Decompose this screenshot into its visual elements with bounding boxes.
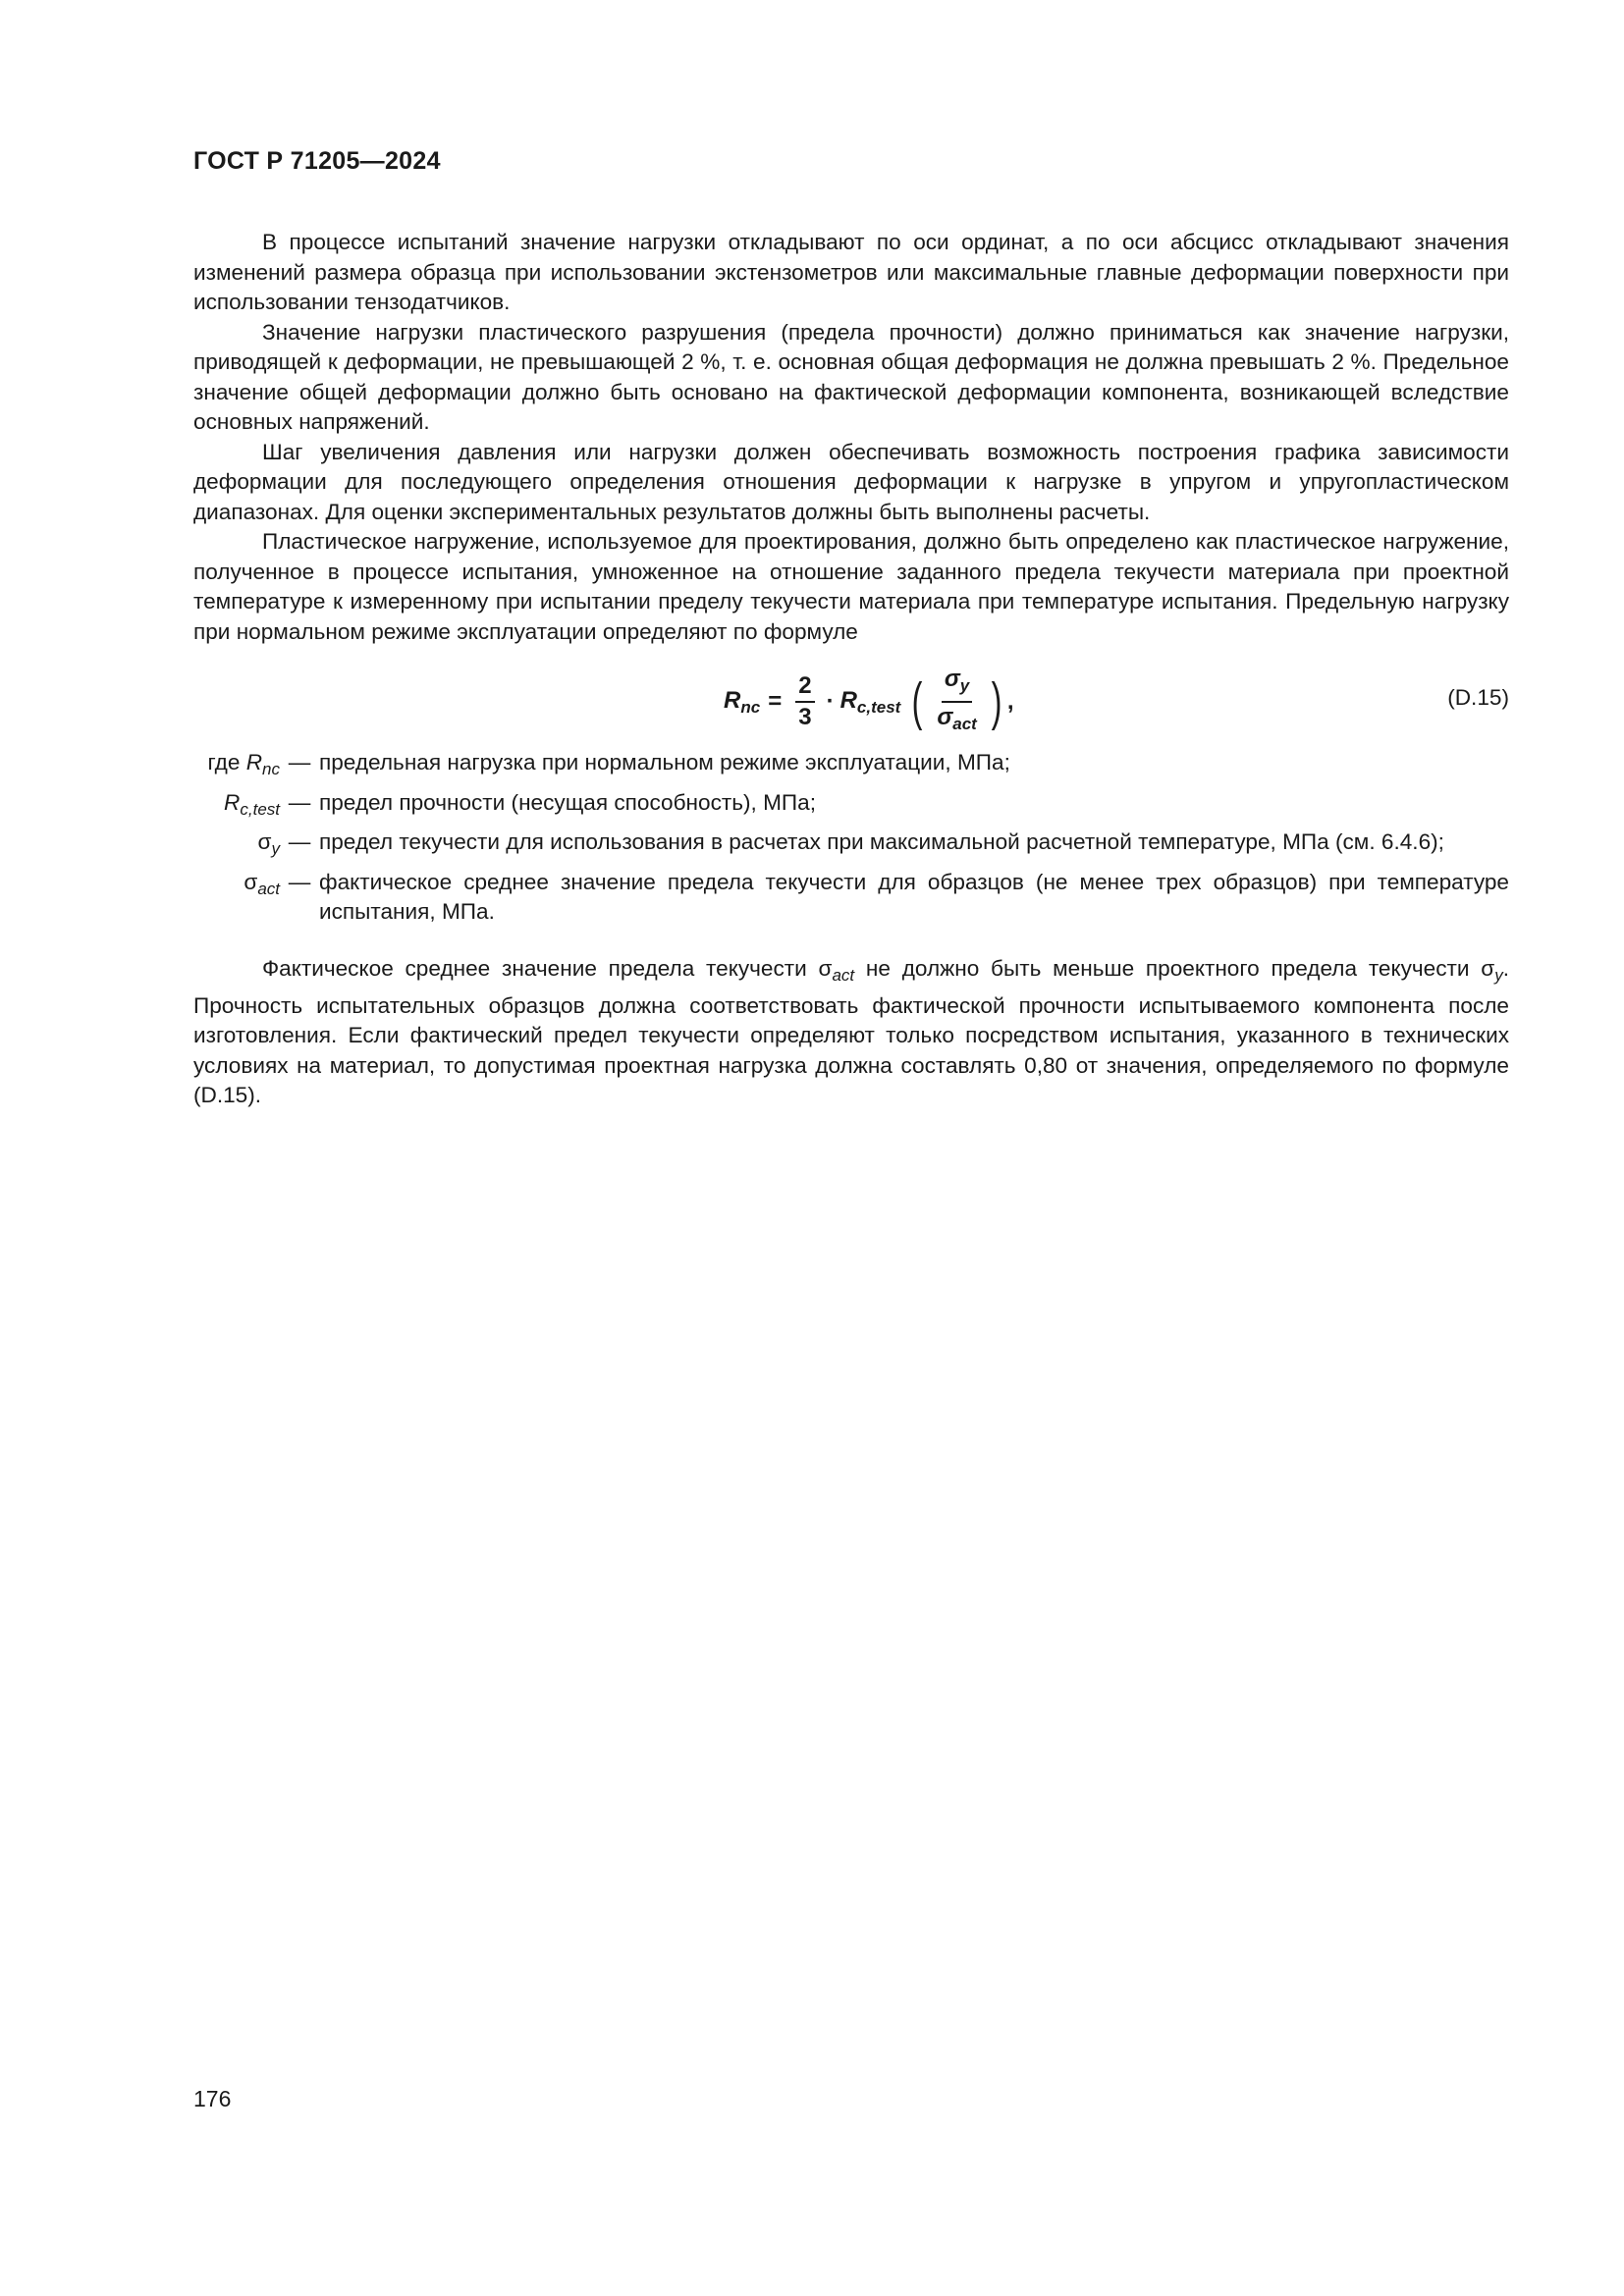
sigma-numerator: $\sigma_y$ bbox=[942, 667, 972, 703]
equals-sign: = bbox=[768, 688, 783, 715]
definition-dash: — bbox=[288, 750, 311, 774]
definitions-list bbox=[193, 748, 1509, 931]
definition-symbol: где $R_{nc}$ bbox=[207, 750, 280, 778]
definition-dash: — bbox=[288, 829, 311, 854]
equation-number: (D.15) bbox=[1447, 685, 1509, 710]
closing-paragraph-block bbox=[193, 954, 1509, 1111]
definition-dash: — bbox=[288, 789, 311, 815]
sigma-denominator: $\sigma_{act}$ bbox=[937, 704, 977, 733]
definition-symbol: $R_{c,test}$ bbox=[224, 789, 280, 819]
paren-open: ( bbox=[911, 672, 923, 731]
definition-item bbox=[193, 828, 1509, 865]
body-text bbox=[193, 228, 1509, 647]
fraction-numerator: 2 bbox=[795, 673, 814, 703]
document-header: ГОСТ Р 71205—2024 bbox=[193, 147, 441, 175]
paren-close: ) bbox=[991, 672, 1002, 731]
paragraph: Шаг увеличения давления или нагрузки должен обеспечивать возможность построения графика зависимости деформации для последующего определения отношения деформации к нагрузке в упругом и упругопластическом диапазонах. Для оценки экспериментальных результатов должны быть выполнены расчеты. bbox=[193, 439, 1509, 524]
definition-text: предельная нагрузка при нормальном режиме эксплуатации, МПа; bbox=[319, 750, 1010, 774]
page-number: 176 bbox=[193, 2086, 232, 2111]
definition-dash: — bbox=[288, 869, 311, 894]
definition-text: предел текучести для использования в расчетах при максимальной расчетной температуре, МПа (см. 6.4.6); bbox=[319, 829, 1444, 854]
fraction-denominator: 3 bbox=[798, 704, 812, 730]
multiply-dot: · bbox=[826, 688, 835, 715]
closing-paragraph: Фактическое среднее значение предела текучести $\sigma_{act}$ не должно быть меньше проектного предела текучести $\sigma_y$. Прочность испытательных образцов должна соответствовать фактической прочности испытываемого компонента после изготовления. Если фактический предел текучести определяют только посредством испытания, указанного в технических условиях на материал, то допустимая проектная нагрузка должна составлять 0,80 от значения, определяемого по формуле (D.15). bbox=[193, 956, 1509, 1107]
definition-text: фактическое среднее значение предела текучести для образцов (не менее трех образцов) при температуре испытания, МПа. bbox=[319, 869, 1509, 924]
formula-row bbox=[193, 667, 1509, 736]
definition-item bbox=[193, 748, 1509, 785]
definition-item bbox=[193, 868, 1509, 928]
formula-r-ctest: $R_{c,test}$ bbox=[839, 686, 901, 717]
sigma-fraction bbox=[934, 667, 980, 737]
paragraph: В процессе испытаний значение нагрузки откладывают по оси ординат, а по оси абсцисс откладывают значения изменений размера образца при использовании экстензометров или максимальные главные деформации поверхности при использовании тензодатчиков. bbox=[193, 230, 1509, 314]
paragraph: Значение нагрузки пластического разрушения (предела прочности) должно приниматься как значение нагрузки, приводящей к деформации, не превышающей 2 %, т. е. основная общая деформация не должна превышать 2 %. Предельное значение общей деформации должно быть основано на фактической деформации компонента, возникающей вследствие основных напряжений. bbox=[193, 319, 1509, 434]
formula-d15 bbox=[724, 667, 1013, 736]
definition-item bbox=[193, 788, 1509, 826]
definition-symbol: $\sigma_y$ bbox=[257, 829, 280, 858]
formula-comma: , bbox=[1006, 688, 1014, 715]
definition-symbol: $\sigma_{act}$ bbox=[244, 869, 280, 898]
formula-lhs: $R_{nc}$ bbox=[724, 686, 761, 717]
coefficient-fraction bbox=[795, 673, 814, 730]
paragraph: Пластическое нагружение, используемое для проектирования, должно быть определено как пластическое нагружение, полученное в процессе испытания, умноженное на отношение заданного предела текучести материала при проектной температуре к измеренному при испытании пределу текучести материала при температуре испытания. Предельную нагрузку при нормальном режиме эксплуатации определяют по формуле bbox=[193, 529, 1509, 644]
definition-text: предел прочности (несущая способность), МПа; bbox=[319, 789, 816, 815]
